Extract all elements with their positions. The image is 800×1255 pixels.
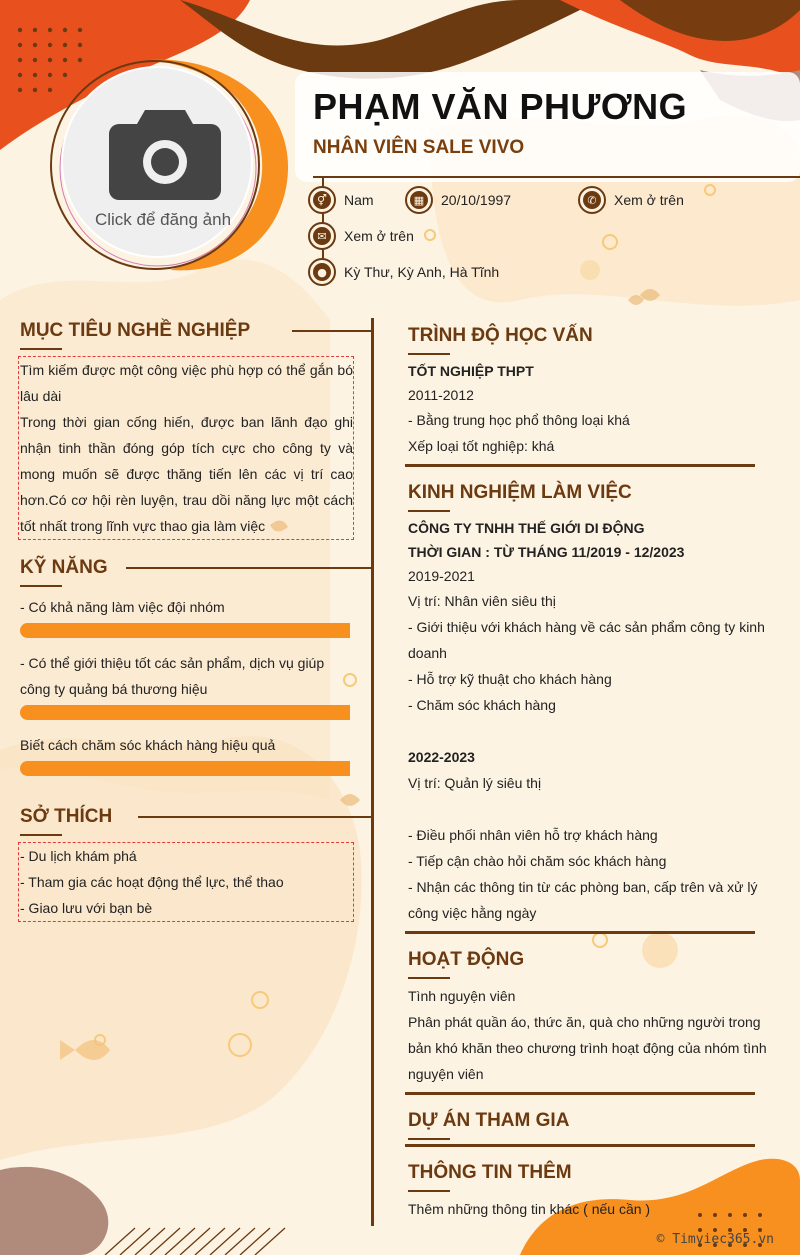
projects-title: DỰ ÁN THAM GIA bbox=[408, 1110, 570, 1131]
phone-info bbox=[578, 186, 684, 214]
objective-text bbox=[20, 357, 353, 539]
hobby-item-1: - Du lịch khám phá bbox=[20, 848, 137, 864]
activities-line-1: Tình nguyện viên bbox=[408, 988, 516, 1004]
activities-bottom-rule bbox=[405, 1092, 755, 1095]
activities-title: HOẠT ĐỘNG bbox=[408, 949, 525, 970]
candidate-name: PHẠM VĂN PHƯƠNG bbox=[313, 86, 688, 127]
hobbies-connector bbox=[138, 816, 372, 818]
email-value: Xem ở trên bbox=[344, 228, 414, 244]
birthday-info bbox=[405, 186, 511, 214]
job1-period: 2019-2021 bbox=[408, 568, 475, 584]
gender-info bbox=[308, 186, 374, 214]
skill-item-1: - Có khả năng làm việc đội nhóm bbox=[20, 599, 225, 615]
skill-bar-2 bbox=[20, 705, 350, 720]
objective-title-rule bbox=[20, 348, 62, 350]
objective-title: MỤC TIÊU NGHỀ NGHIỆP bbox=[20, 320, 251, 341]
header-divider bbox=[313, 176, 800, 178]
email-info bbox=[308, 222, 414, 250]
education-title: TRÌNH ĐỘ HỌC VẤN bbox=[408, 325, 593, 346]
education-bottom-rule bbox=[405, 464, 755, 467]
address-info bbox=[308, 258, 499, 286]
skills-title: KỸ NĂNG bbox=[20, 557, 108, 578]
skill-item-3: Biết cách chăm sóc khách hàng hiệu quả bbox=[20, 737, 276, 753]
photo-upload-label: Click để đăng ảnh bbox=[94, 210, 232, 229]
job-title: NHÂN VIÊN SALE VIVO bbox=[313, 137, 525, 158]
projects-title-rule bbox=[408, 1138, 450, 1140]
job2-task-2: - Tiếp cận chào hỏi chăm sóc khách hàng bbox=[408, 853, 667, 869]
job1-task-1: - Giới thiệu với khách hàng về các sản phẩm công ty kinh doanh bbox=[408, 619, 765, 661]
calendar-icon: ▦ bbox=[405, 186, 433, 214]
job2-task-1: - Điều phối nhân viên hỗ trợ khách hàng bbox=[408, 827, 658, 843]
skills-title-rule bbox=[20, 585, 62, 587]
hobbies-title-rule bbox=[20, 834, 62, 836]
photo-placeholder bbox=[61, 66, 253, 258]
hobby-item-3: - Giao lưu với bạn bè bbox=[20, 900, 153, 916]
hobbies-title: SỞ THÍCH bbox=[20, 806, 113, 827]
activities-title-rule bbox=[408, 977, 450, 979]
projects-bottom-rule bbox=[405, 1144, 755, 1147]
job2-position: Vị trí: Quản lý siêu thị bbox=[408, 775, 542, 791]
job1-task-3: - Chăm sóc khách hàng bbox=[408, 697, 556, 713]
mail-icon: ✉ bbox=[308, 222, 336, 250]
gender-icon: ⚥ bbox=[308, 186, 336, 214]
phone-value: Xem ở trên bbox=[614, 192, 684, 208]
job2-period: 2022-2023 bbox=[408, 749, 475, 765]
extra-info-text: Thêm những thông tin khác ( nếu cần ) bbox=[408, 1201, 651, 1217]
experience-title-rule bbox=[408, 510, 450, 512]
education-line-1: - Bằng trung học phổ thông loại khá bbox=[408, 412, 630, 428]
extra-info-title-rule bbox=[408, 1190, 450, 1192]
gender-value: Nam bbox=[344, 192, 374, 208]
job1-task-2: - Hỗ trợ kỹ thuật cho khách hàng bbox=[408, 671, 612, 687]
location-pin-icon: ● bbox=[308, 258, 336, 286]
hobby-item-2: - Tham gia các hoạt động thể lực, thể thao bbox=[20, 874, 284, 890]
profile-photo-upload[interactable] bbox=[56, 60, 256, 270]
camera-icon bbox=[107, 104, 223, 204]
objective-paragraph: Tìm kiếm được một công việc phù hợp có thể gắn bó lâu dài Trong thời gian cống hiến, được ban lãnh đạo ghi nhận tinh thần đóng góp tích cực cho công ty và mong muốn sẽ được thăng tiến lên các vị trí cao hơn.Có cơ hội rèn luyện, trau dồi năng lực một cách tốt nhất trong lĩnh vực thao gia làm việc bbox=[20, 362, 353, 534]
extra-info-title: THÔNG TIN THÊM bbox=[408, 1162, 572, 1183]
job2-task-3: - Nhận các thông tin từ các phòng ban, cấp trên và xử lý công việc hằng ngày bbox=[408, 879, 758, 921]
skills-connector bbox=[126, 567, 372, 569]
watermark: © Timviec365.vn bbox=[656, 1232, 774, 1247]
education-school: TỐT NGHIỆP THPT bbox=[408, 363, 534, 379]
education-period: 2011-2012 bbox=[408, 387, 474, 403]
skill-bar-3 bbox=[20, 761, 350, 776]
skill-item-2: - Có thể giới thiệu tốt các sản phẩm, dịch vụ giúp công ty quảng bá thương hiệu bbox=[20, 655, 325, 697]
experience-company: CÔNG TY TNHH THẾ GIỚI DI ĐỘNG bbox=[408, 520, 645, 536]
education-title-rule bbox=[408, 353, 450, 355]
birthday-value: 20/10/1997 bbox=[441, 192, 512, 208]
education-line-2: Xếp loại tốt nghiệp: khá bbox=[408, 438, 555, 454]
experience-bottom-rule bbox=[405, 931, 755, 934]
phone-icon: ✆ bbox=[578, 186, 606, 214]
job1-position: Vị trí: Nhân viên siêu thị bbox=[408, 593, 556, 609]
activities-line-2: Phân phát quần áo, thức ăn, quà cho những người trong bản khó khăn theo chương trình hoạt động của nhóm tình nguyện viên bbox=[408, 1014, 767, 1082]
objective-connector bbox=[292, 330, 372, 332]
experience-time: THỜI GIAN : TỪ THÁNG 11/2019 - 12/2023 bbox=[408, 544, 685, 560]
column-divider bbox=[371, 318, 374, 1226]
skill-bar-1 bbox=[20, 623, 350, 638]
experience-title: KINH NGHIỆM LÀM VIỆC bbox=[408, 482, 632, 503]
address-value: Kỳ Thư, Kỳ Anh, Hà Tĩnh bbox=[344, 264, 500, 280]
